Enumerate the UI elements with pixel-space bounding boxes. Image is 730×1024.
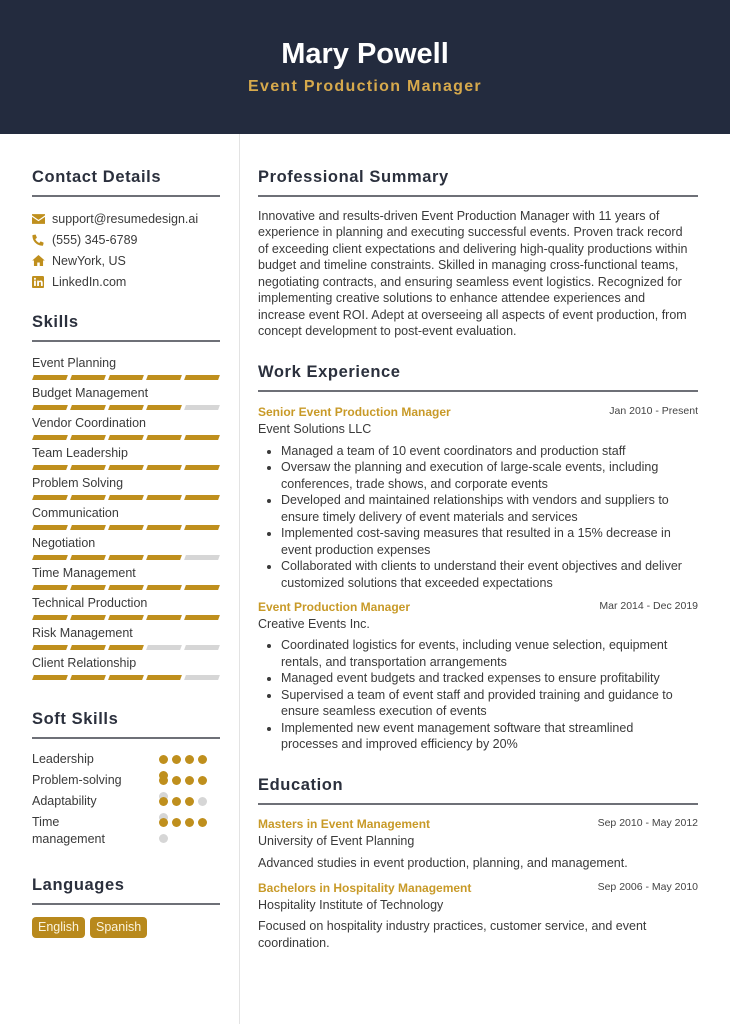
job-entry (258, 599, 698, 753)
candidate-title: Event Production Manager (248, 78, 482, 95)
job-dates: Jan 2010 - Present (609, 405, 698, 418)
skill-rating-bar (32, 495, 220, 500)
rating-segment (32, 555, 68, 560)
skill-rating-bar (32, 645, 220, 650)
rating-segment (146, 495, 182, 500)
language-badge: Spanish (90, 917, 147, 938)
skill-item (32, 445, 220, 475)
contact-linkedin[interactable] (32, 271, 220, 292)
rating-dot (198, 797, 207, 806)
skill-name: Communication (32, 506, 119, 520)
resume-header (0, 0, 730, 134)
job-bullet: • Implemented cost-saving measures that resulted in a 15% decrease in event production expenses (281, 525, 686, 558)
rating-segment (184, 435, 220, 440)
rating-dot (159, 797, 168, 806)
soft-skills-heading: Soft Skills (32, 709, 220, 739)
rating-segment (32, 435, 68, 440)
contact-location-text: NewYork, US (52, 253, 126, 268)
work-experience-heading: Work Experience (258, 362, 698, 392)
skill-name: Risk Management (32, 626, 133, 640)
rating-segment (70, 405, 106, 410)
summary-text: Innovative and results-driven Event Production Manager with 11 years of experience in planning and executing successful events. Proven track record of exceeding client expectations and delivering high-quality productions within budget and timeline constraints. Skilled in managing cross-functional teams, negotiating contracts, and ensuring seamless event logistics. Recognized for implementing creative solutions to enhance attendee experiences and increase event ROI. Adept at overseeing all aspects of event production, from concept development to post-event evaluation. (258, 208, 688, 339)
soft-skill-item (32, 751, 220, 772)
rating-segment (146, 435, 182, 440)
skill-item (32, 625, 220, 655)
soft-skill-name: Time management (32, 814, 105, 846)
rating-dot (185, 776, 194, 785)
rating-dot (172, 776, 181, 785)
rating-segment (184, 645, 220, 650)
rating-segment (32, 615, 68, 620)
skills-heading: Skills (32, 312, 220, 342)
rating-segment (146, 375, 182, 380)
skill-name: Negotiation (32, 536, 96, 550)
job-bullets (258, 443, 686, 592)
education-entry (258, 816, 698, 871)
rating-segment (146, 555, 182, 560)
rating-segment (108, 615, 144, 620)
rating-segment (70, 615, 106, 620)
soft-skill-item (32, 793, 220, 814)
rating-segment (146, 525, 182, 530)
rating-segment (108, 585, 144, 590)
skill-item (32, 475, 220, 505)
skill-item (32, 655, 220, 685)
education-description: Focused on hospitality industry practices, customer service, and event coordination. (258, 919, 647, 950)
soft-skill-name: Problem-solving (32, 772, 122, 787)
soft-skills-list (32, 751, 220, 852)
rating-segment (70, 645, 106, 650)
skill-rating-bar (32, 555, 220, 560)
skill-item (32, 355, 220, 385)
skill-rating-bar (32, 375, 220, 380)
rating-dot (198, 818, 207, 827)
rating-segment (184, 615, 220, 620)
rating-segment (32, 645, 68, 650)
rating-dot (159, 834, 168, 843)
rating-segment (108, 375, 144, 380)
soft-skill-name: Leadership (32, 751, 94, 766)
job-bullet: • Managed a team of 10 event coordinators and production staff (281, 443, 686, 460)
job-bullet: • Oversaw the planning and execution of large-scale events, including conferences, trade shows, and corporate events (281, 459, 686, 492)
rating-segment (146, 675, 182, 680)
soft-skill-rating-dots (159, 818, 208, 843)
rating-dot (185, 797, 194, 806)
rating-segment (70, 585, 106, 590)
job-bullet: • Collaborated with clients to understand their event objectives and deliver customized solutions that exceeded expectations (281, 558, 686, 591)
rating-dot (172, 755, 181, 764)
rating-segment (184, 375, 220, 380)
rating-segment (108, 435, 144, 440)
skill-item (32, 595, 220, 625)
degree-title: Bachelors in Hospitality Management (258, 881, 472, 895)
rating-dot (172, 797, 181, 806)
job-bullets (258, 637, 686, 753)
job-bullet: • Developed and maintained relationships with vendors and suppliers to ensure timely delivery of event materials and services (281, 492, 686, 525)
main-content (258, 134, 698, 951)
skill-rating-bar (32, 525, 220, 530)
rating-segment (32, 525, 68, 530)
summary-section (258, 167, 698, 340)
job-bullet: • Implemented new event management software that streamlined processes and improved efficiency by 20% (281, 720, 686, 753)
rating-segment (108, 525, 144, 530)
rating-segment (70, 555, 106, 560)
contact-email[interactable] (32, 208, 220, 229)
education-heading: Education (258, 775, 698, 805)
skills-section (32, 312, 220, 685)
contact-phone-text: (555) 345-6789 (52, 232, 138, 247)
rating-segment (184, 525, 220, 530)
job-bullet: • Managed event budgets and tracked expenses to ensure profitability (281, 670, 686, 687)
rating-segment (184, 495, 220, 500)
degree-title: Masters in Event Management (258, 817, 431, 832)
skill-item (32, 415, 220, 445)
rating-segment (108, 645, 144, 650)
education-section (258, 775, 698, 952)
rating-segment (32, 675, 68, 680)
rating-dot (159, 776, 168, 785)
job-entry (258, 404, 698, 591)
job-header (258, 404, 698, 421)
sidebar (32, 134, 220, 938)
education-header (258, 880, 698, 897)
skill-name: Event Planning (32, 356, 117, 370)
school-name: University of Event Planning (258, 834, 415, 849)
rating-segment (108, 495, 144, 500)
skill-rating-bar (32, 435, 220, 440)
rating-segment (32, 495, 68, 500)
languages-list (32, 917, 220, 938)
rating-segment (184, 675, 220, 680)
rating-segment (32, 375, 68, 380)
rating-segment (32, 405, 68, 410)
linkedin-icon (32, 276, 52, 288)
envelope-icon (32, 214, 52, 224)
rating-segment (184, 405, 220, 410)
column-divider (239, 134, 240, 1024)
skill-name: Technical Production (32, 596, 148, 610)
skill-item (32, 385, 220, 415)
contact-linkedin-text: LinkedIn.com (52, 274, 127, 289)
education-header (258, 816, 698, 833)
contact-section (32, 167, 220, 292)
rating-segment (70, 495, 106, 500)
skill-name: Time Management (32, 566, 136, 580)
education-description: Advanced studies in event production, planning, and management. (258, 855, 628, 870)
soft-skill-name: Adaptability (32, 793, 97, 808)
rating-segment (146, 645, 182, 650)
skill-name: Vendor Coordination (32, 416, 146, 430)
rating-segment (70, 375, 106, 380)
skills-list (32, 355, 220, 685)
rating-segment (70, 465, 106, 470)
phone-icon (32, 234, 52, 246)
rating-segment (108, 675, 144, 680)
rating-segment (70, 435, 106, 440)
job-header (258, 599, 698, 616)
job-bullet: • Supervised a team of event staff and provided training and guidance to ensure seamless execution of events (281, 687, 686, 720)
job-title: Event Production Manager (258, 600, 411, 614)
rating-dot (198, 776, 207, 785)
rating-dot (185, 755, 194, 764)
rating-dot (185, 818, 194, 827)
rating-segment (146, 465, 182, 470)
home-icon (32, 255, 52, 266)
language-badge: English (32, 917, 85, 938)
job-title: Senior Event Production Manager (258, 405, 451, 420)
soft-skills-section (32, 709, 220, 852)
education-dates: Sep 2010 - May 2012 (597, 817, 698, 830)
rating-dot (172, 818, 181, 827)
skill-item (32, 505, 220, 535)
skill-name: Budget Management (32, 386, 149, 400)
contact-phone[interactable] (32, 229, 220, 250)
contact-heading: Contact Details (32, 167, 220, 197)
languages-section (32, 875, 220, 938)
soft-skill-item (32, 772, 220, 793)
rating-segment (146, 585, 182, 590)
rating-segment (32, 585, 68, 590)
rating-segment (32, 465, 68, 470)
education-dates: Sep 2006 - May 2010 (597, 881, 698, 893)
skill-item (32, 565, 220, 595)
skill-name: Client Relationship (32, 656, 137, 670)
skill-rating-bar (32, 405, 220, 410)
soft-skill-item (32, 814, 220, 852)
job-dates: Mar 2014 - Dec 2019 (599, 600, 698, 612)
rating-segment (108, 405, 144, 410)
languages-heading: Languages (32, 875, 220, 905)
skill-name: Problem Solving (32, 476, 124, 490)
rating-segment (184, 585, 220, 590)
education-entry (258, 880, 698, 951)
school-name: Hospitality Institute of Technology (258, 898, 444, 912)
job-company: Creative Events Inc. (258, 617, 370, 631)
candidate-name: Mary Powell (281, 38, 449, 70)
skill-item (32, 535, 220, 565)
rating-segment (184, 555, 220, 560)
rating-segment (70, 675, 106, 680)
rating-segment (146, 615, 182, 620)
job-bullet: • Coordinated logistics for events, including venue selection, equipment rentals, and transportation arrangements (281, 637, 686, 670)
skill-rating-bar (32, 615, 220, 620)
contact-list (32, 208, 220, 292)
rating-dot (198, 755, 207, 764)
skill-rating-bar (32, 585, 220, 590)
summary-heading: Professional Summary (258, 167, 698, 197)
rating-segment (108, 465, 144, 470)
rating-dot (159, 755, 168, 764)
rating-segment (70, 525, 106, 530)
rating-segment (108, 555, 144, 560)
rating-segment (146, 405, 182, 410)
skill-rating-bar (32, 465, 220, 470)
job-company: Event Solutions LLC (258, 422, 372, 437)
rating-dot (159, 818, 168, 827)
skill-name: Team Leadership (32, 446, 128, 460)
contact-location (32, 250, 220, 271)
skill-rating-bar (32, 675, 220, 680)
contact-email-text: support@resumedesign.ai (52, 211, 199, 226)
work-experience-section (258, 362, 698, 753)
rating-segment (184, 465, 220, 470)
